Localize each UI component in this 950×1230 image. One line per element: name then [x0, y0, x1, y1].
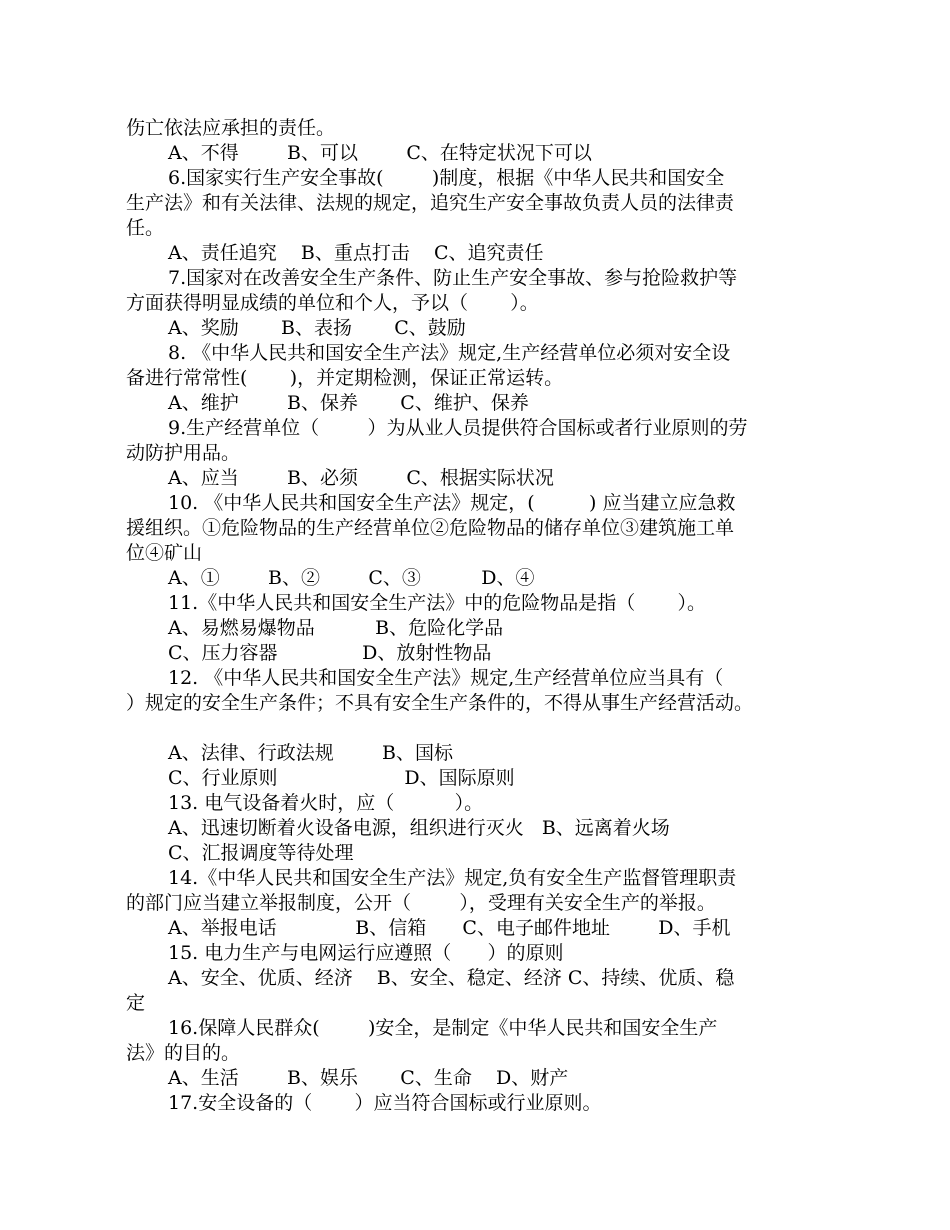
text-line: C、汇报调度等待处理 [168, 842, 354, 864]
text-line: 伤亡依法应承担的责任。 [126, 117, 336, 139]
text-line: 位④矿山 [126, 542, 203, 564]
text-line: 任。 [126, 217, 165, 239]
text-line: A、奖励 B、表扬 C、鼓励 [168, 317, 466, 339]
text-line: 6.国家实行生产安全事故( )制度，根据《中华人民共和国安全 [168, 167, 725, 189]
text-line: 法》的目的。 [126, 1042, 241, 1064]
text-line: 援组织。①危险物品的生产经营单位②危险物品的储存单位③建筑施工单 [126, 517, 735, 539]
text-line: 7.国家对在改善安全生产条件、防止生产安全事故、参与抢险救护等 [168, 267, 738, 289]
text-line: 14.《中华人民共和国安全生产法》规定,负有安全生产监督管理职责 [168, 867, 737, 889]
text-line: C、压力容器 D、放射性物品 [168, 642, 492, 664]
text-line: A、易燃易爆物品 B、危险化学品 [168, 617, 504, 639]
text-line: A、应当 B、必须 C、根据实际状况 [168, 467, 554, 489]
text-line: 10. 《中华人民共和国安全生产法》规定，( ) 应当建立应急救 [168, 492, 736, 514]
text-line: A、法律、行政法规 B、国标 [168, 742, 454, 764]
text-line: A、举报电话 B、信箱 C、电子邮件地址 D、手机 [168, 917, 731, 939]
text-line: A、不得 B、可以 C、在特定状况下可以 [168, 142, 592, 164]
text-line: 15. 电力生产与电网运行应遵照（ ）的原则 [168, 942, 564, 964]
text-line: 动防护用品。 [126, 442, 241, 464]
text-line: 16.保障人民群众( )安全，是制定《中华人民共和国安全生产 [168, 1017, 718, 1039]
text-line: 生产法》和有关法律、法规的规定，追究生产安全事故负责人员的法律责 [126, 192, 735, 214]
text-line: 12. 《中华人民共和国安全生产法》规定,生产经营单位应当具有（ [168, 667, 724, 689]
text-line: 13. 电气设备着火时，应（ ）。 [168, 792, 484, 814]
text-line: A、生活 B、娱乐 C、生命 D、财产 [168, 1067, 569, 1089]
text-line: 8. 《中华人民共和国安全生产法》规定,生产经营单位必须对安全设 [168, 342, 731, 364]
text-line: A、迅速切断着火设备电源，组织进行灭火 B、远离着火场 [168, 817, 670, 839]
text-line: 9.生产经营单位（ ）为从业人员提供符合国标或者行业原则的劳 [168, 417, 748, 439]
text-line: A、责任追究 B、重点打击 C、追究责任 [168, 242, 544, 264]
text-line: 17.安全设备的（ ）应当符合国标或行业原则。 [168, 1092, 602, 1114]
text-line: 11.《中华人民共和国安全生产法》中的危险物品是指（ ）。 [168, 592, 706, 614]
text-line: ）规定的安全生产条件；不具有安全生产条件的，不得从事生产经营活动。 [126, 692, 754, 714]
text-line: C、行业原则 D、国际原则 [168, 767, 515, 789]
text-line: A、① B、② C、③ D、④ [168, 567, 535, 589]
text-line: A、安全、优质、经济 B、安全、稳定、经济 C、持续、优质、稳 [168, 967, 735, 989]
text-line: 方面获得明显成绩的单位和个人，予以（ ）。 [126, 292, 539, 314]
text-line: 定 [126, 992, 146, 1014]
text-line: A、维护 B、保养 C、维护、保养 [168, 392, 529, 414]
text-line: 备进行常常性( )，并定期检测，保证正常运转。 [126, 367, 564, 389]
text-line: 的部门应当建立举报制度，公开（ ），受理有关安全生产的举报。 [126, 892, 716, 914]
